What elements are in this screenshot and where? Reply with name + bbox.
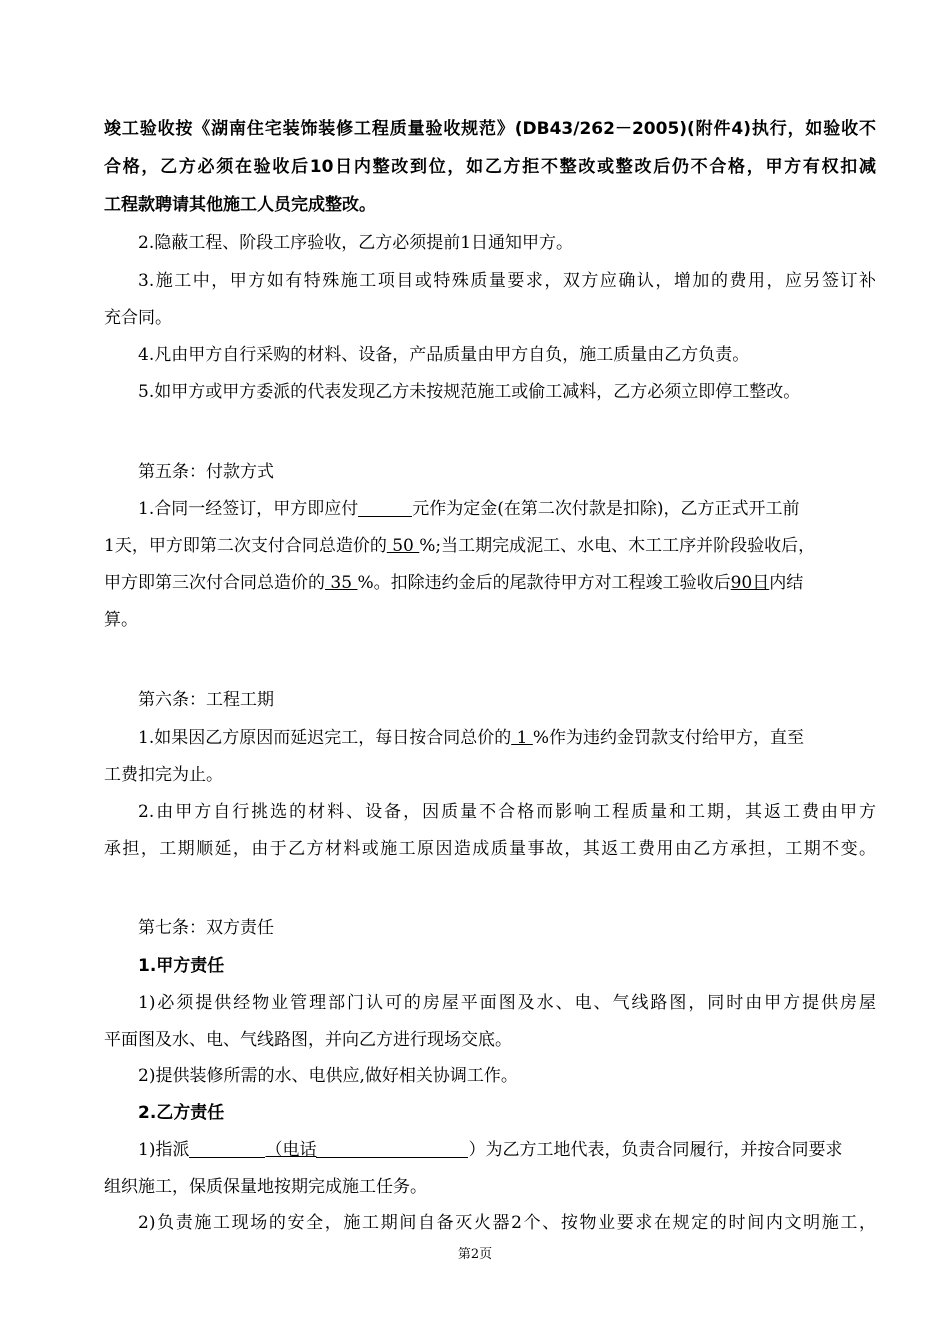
text-line: 1.合同一经签订，甲方即应付 元作为定金(在第二次付款是扣除)，乙方正式开工前 <box>138 499 800 519</box>
blank-field <box>316 1139 468 1158</box>
text-line: 3.施工中，甲方如有特殊施工项目或特殊质量要求，双方应确认，增加的费用，应另签订补 <box>138 271 876 291</box>
text-line: 承担，工期顺延，由于乙方材料或施工原因造成质量事故，其返工费用由乙方承担，工期不变。 <box>104 839 876 859</box>
text-line: 2)提供装修所需的水、电供应,做好相关协调工作。 <box>138 1066 518 1086</box>
blank-field <box>189 1139 265 1158</box>
text-line: 算。 <box>104 610 138 630</box>
text-line: 5.如甲方或甲方委派的代表发现乙方未按规范施工或偷工减料，乙方必须立即停工整改。 <box>138 382 801 402</box>
section-heading: 第五条：付款方式 <box>138 462 274 482</box>
text-line: 平面图及水、电、气线路图，并向乙方进行现场交底。 <box>104 1030 512 1050</box>
text-line: 竣工验收按《湖南住宅装饰装修工程质量验收规范》(DB43/262－2005)(附件4)执行，如验收不 <box>104 119 876 139</box>
days-value: 90日 <box>730 573 770 593</box>
text-line: 1.如果因乙方原因而延迟完工，每日按合同总价的 1 %作为违约金罚款支付给甲方，直至 <box>138 728 804 748</box>
sub-heading: 1.甲方责任 <box>138 956 225 976</box>
percent-value: 50 <box>386 536 420 556</box>
text-line: 1)必须提供经物业管理部门认可的房屋平面图及水、电、气线路图，同时由甲方提供房屋 <box>138 993 876 1013</box>
text-line: 甲方即第三次付合同总造价的 35 %。扣除违约金后的尾款待甲方对工程竣工验收后90日内结 <box>104 573 804 593</box>
text-line: 组织施工，保质保量地按期完成施工任务。 <box>104 1177 427 1197</box>
text-line: 充合同。 <box>104 308 172 328</box>
text-line: 合格，乙方必须在验收后10日内整改到位，如乙方拒不整改或整改后仍不合格，甲方有权扣减 <box>104 157 876 177</box>
percent-value: 35 <box>325 573 358 593</box>
text-line: 2.由甲方自行挑选的材料、设备，因质量不合格而影响工程质量和工期，其返工费由甲方 <box>138 802 876 822</box>
text-line: 1)指派 （电话 ）为乙方工地代表，负责合同履行，并按合同要求 <box>138 1140 843 1160</box>
percent-value: 1 <box>511 728 533 748</box>
section-heading: 第七条：双方责任 <box>138 918 274 938</box>
text-line: 工费扣完为止。 <box>104 765 223 785</box>
text-line: 4.凡由甲方自行采购的材料、设备，产品质量由甲方自负，施工质量由乙方负责。 <box>138 345 750 365</box>
text-line: 2.隐蔽工程、阶段工序验收，乙方必须提前1日通知甲方。 <box>138 233 574 253</box>
blank-field <box>358 498 412 517</box>
section-heading: 第六条：工程工期 <box>138 690 274 710</box>
text-line: 2)负责施工现场的安全，施工期间自备灭火器2个、按物业要求在规定的时间内文明施工， <box>138 1213 876 1233</box>
text-line: 1天，甲方即第二次支付合同总造价的 50 %;当工期完成泥工、水电、木工工序并阶段验收后， <box>104 536 816 556</box>
sub-heading: 2.乙方责任 <box>138 1103 225 1123</box>
page-number: 第2页 <box>457 1247 493 1262</box>
text-line: 工程款聘请其他施工人员完成整改。 <box>104 195 376 215</box>
